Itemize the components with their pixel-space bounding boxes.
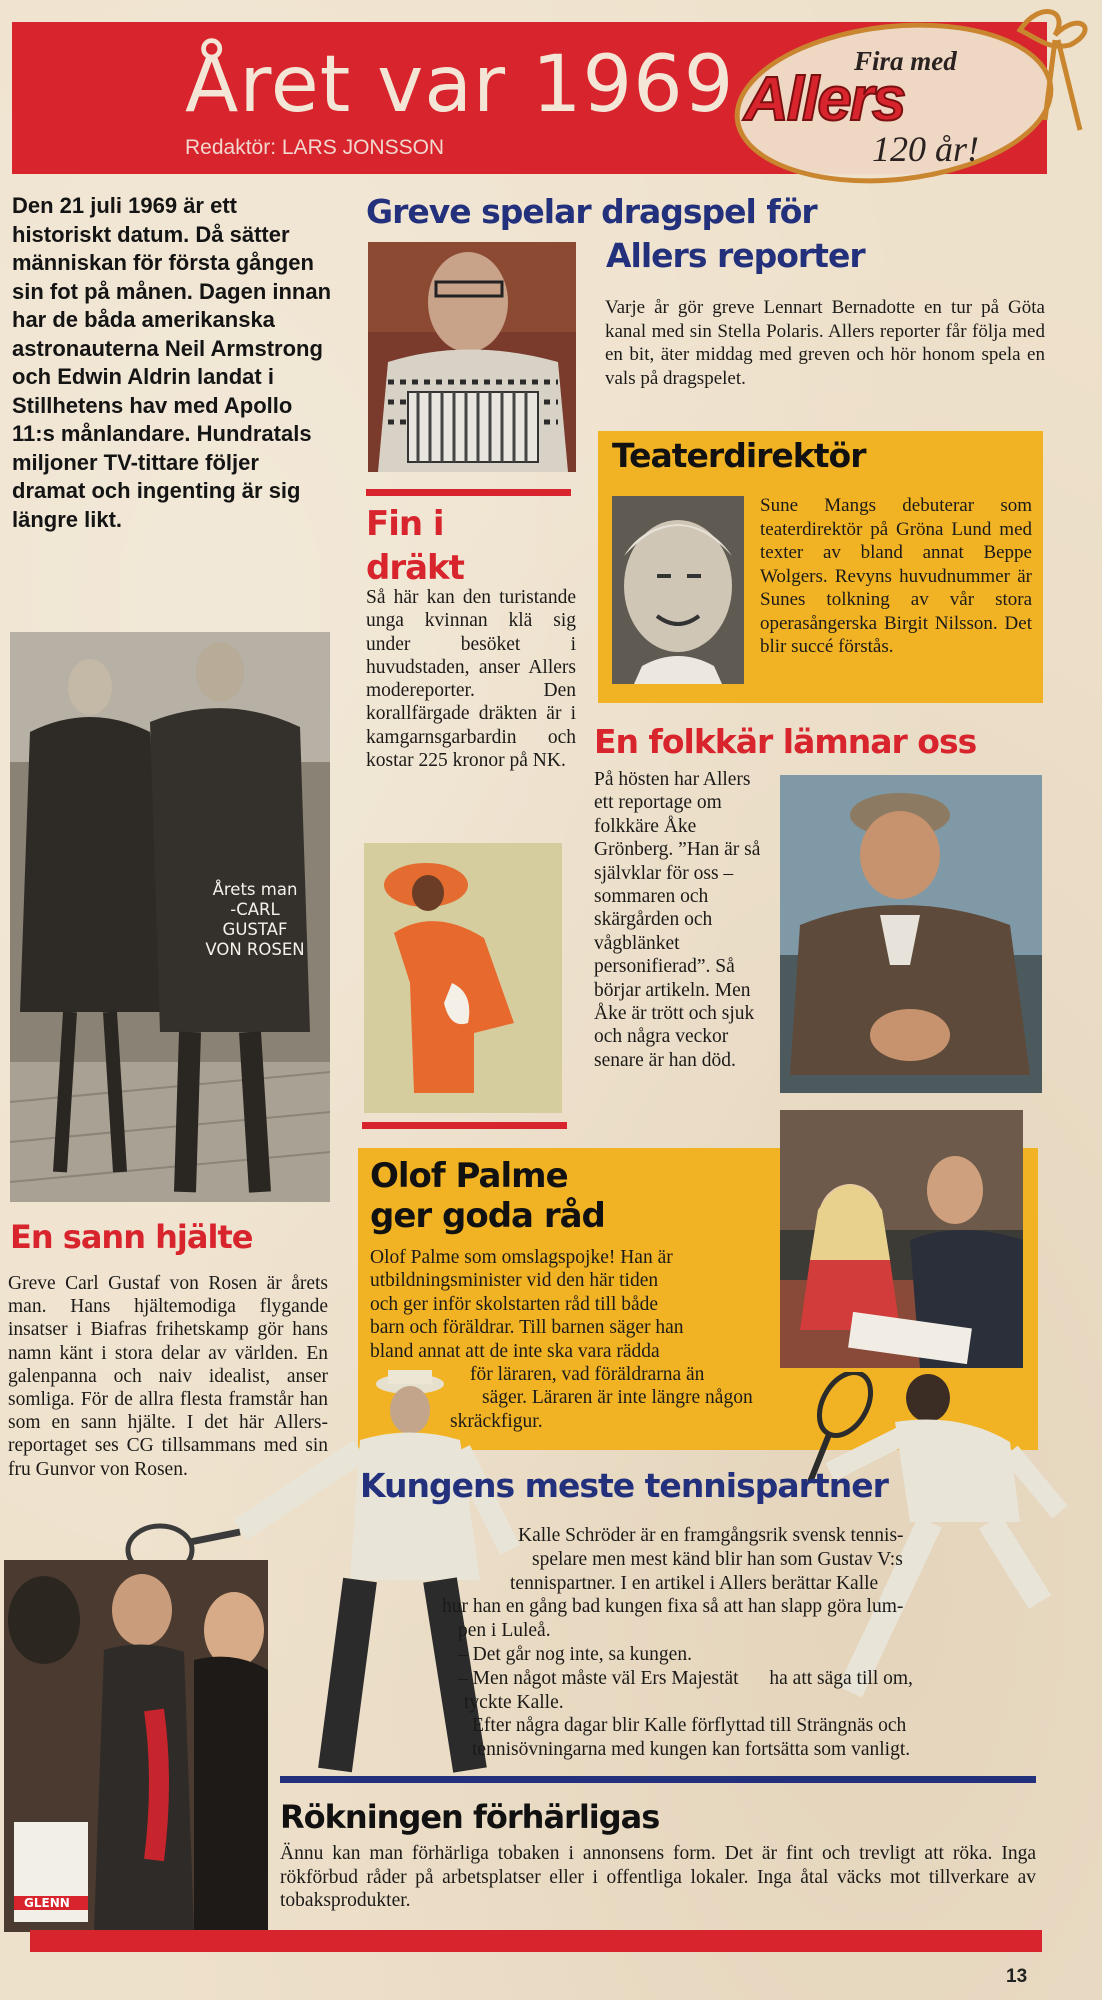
tennis-line5: pen i Luleå.	[458, 1620, 551, 1642]
palme-text-line6: för läraren, vad föräldrarna än	[470, 1364, 705, 1386]
fin-rule-bottom	[362, 1122, 567, 1129]
ake-gronberg-photo	[780, 775, 1042, 1093]
tennis-line6: – Det går nog inte, sa kungen.	[458, 1643, 692, 1665]
greve-accordion-photo	[368, 242, 576, 472]
fin-headline-line1: Fin i	[366, 504, 444, 544]
page-title: Året var 1969	[185, 40, 735, 130]
rosen-caption-line3: VON ROSEN	[205, 940, 305, 959]
hjalte-text: Greve Carl Gustaf von Rosen är årets man. Hans hjältemodiga flygande insatser i Biafras frihetskamp gör hans namn känt i stora delar av världen. En galenpanna och naiv idealist, anser somliga. För de allra flesta framstår han som en sann hjälte. I det här Allers-reportaget ses CG tillsammans med sin fru Gunvor von Rosen.	[8, 1273, 328, 1480]
palme-text-line4: barn och föräldrar. Till barnen säger han	[370, 1317, 684, 1339]
bottom-rule	[30, 1930, 1042, 1952]
tennis-text	[360, 1524, 1050, 1762]
palme-photo-front	[780, 1110, 1023, 1368]
rosen-caption-line2: -CARL GUSTAF	[222, 900, 288, 939]
teater-headline: Teaterdirektör	[612, 436, 866, 475]
tennis-line4: hur han en gång bad kungen fixa så att han slapp göra lum-	[442, 1596, 904, 1618]
folkkar-headline: En folkkär lämnar oss	[594, 722, 977, 761]
tennis-line10: tennisövningarna med kungen kan fortsätta som vanligt.	[472, 1739, 911, 1761]
logo-line1: Fira med	[854, 46, 957, 76]
greve-headline-line1: Greve spelar dragspel för	[366, 192, 817, 231]
palme-text-line3: och ger inför skolstarten råd till både	[370, 1293, 659, 1315]
tennis-line2: spelare men mest känd blir han som Gustav V:s	[532, 1548, 903, 1570]
tennis-line9: Efter några dagar blir Kalle förflyttad till Strängnäs och	[472, 1715, 907, 1737]
rosen-caption-line1: Årets man	[212, 880, 298, 899]
palme-headline-line2: ger goda råd	[370, 1196, 605, 1236]
tennis-line7	[360, 1667, 1050, 1691]
rokning-headline: Rökningen förhärligas	[280, 1798, 660, 1836]
palme-text-line7: säger. Läraren är inte längre någon	[482, 1387, 753, 1409]
editor-credit: Redaktör: LARS JONSSON	[185, 136, 445, 159]
ribbon-bow-icon	[1010, 0, 1100, 140]
palme-text-line2: utbildningsminister vid den här tiden	[370, 1270, 659, 1292]
tennis-line1: Kalle Schröder är en framgångsrik svensk tennis-	[518, 1525, 904, 1546]
greve-headline-line2: Allers reporter	[606, 236, 865, 275]
palme-text-line1: Olof Palme som omslagspojke! Han är	[370, 1247, 673, 1268]
tennis-line7a: – Men något måste väl Ers Majestät	[458, 1667, 739, 1689]
palme-text-line8: skräckfigur.	[450, 1410, 543, 1432]
palme-text-line5: bland annat att de inte ska vara rädda	[370, 1340, 660, 1362]
fin-rule-top	[366, 489, 571, 496]
tennis-line8: tyckte Kalle.	[464, 1691, 564, 1713]
intro-text: Den 21 juli 1969 är ett historiskt datum. Då sätter människan för första gången sin fot på månen. Dagen innan har de båda amerikanska astronauterna Neil Armstrong och Edwin Aldrin landat i Stillhetens hav med Apollo 11:s månlandare. Hundratals miljoner TV-tittare följer dramat och ingenting är sig längre likt.	[12, 193, 332, 532]
tennis-headline: Kungens meste tennispartner	[360, 1466, 888, 1505]
fin-headline-line2: dräkt	[366, 548, 464, 588]
coral-suit-photo	[364, 843, 562, 1113]
folkkar-text: På hösten har Allers ett reportage om folkkäre Åke Grönberg. ”Han är så självklar för oss – sommaren och skärgården och vågblänket personifierad”. Så börjar artikeln. Men Åke är trött och sjuk och några veckor senare är han död.	[594, 769, 761, 1071]
rokning-text: Ännu kan man förhärliga tobaken i annonsens form. Det är fint och trevligt att röka. Inga rökförbud råder på arbetsplatser eller i offentliga lokaler. Inga åtal väcks mot tillverkare av tobaksprodukter.	[280, 1843, 1036, 1911]
cigarette-pack-label: GLENN	[24, 1896, 70, 1910]
hjalte-headline: En sann hjälte	[10, 1218, 253, 1256]
palme-headline-line1: Olof Palme	[370, 1156, 568, 1196]
page-number: 13	[1006, 1966, 1028, 1987]
rosen-caption	[200, 880, 310, 960]
logo-brand: Allers	[744, 65, 905, 134]
fin-text: Så här kan den turistande unga kvinnan klä sig under besöket i huvudstaden, anser Allers modereporter. Den korallfärgade dräkten är i kamgarnsgarbardin och kostar 225 kronor på NK.	[366, 587, 576, 772]
greve-text: Varje år gör greve Lennart Bernadotte en tur på Göta kanal med sin Stella Polaris. Allers reporter får följa med en bit, äter middag med greven och hör honom spela en vals på dragspelet.	[605, 297, 1045, 389]
rokning-rule-top	[280, 1776, 1036, 1783]
teater-text: Sune Mangs debuterar som teaterdirektör på Gröna Lund med texter av bland annat Beppe Wolgers. Revyns huvudnummer är Sunes tolkning av vår stora operasångerska Birgit Nilsson. Det blir succé förstås.	[760, 495, 1032, 657]
tennis-line3: tennispartner. I en artikel i Allers berättar Kalle	[510, 1572, 879, 1594]
allers-anniversary-logo	[724, 6, 1054, 186]
logo-line2: 120 år!	[872, 129, 979, 169]
sune-mangs-photo	[612, 496, 744, 684]
tennis-line7b: ha att säga till om,	[769, 1667, 913, 1689]
cigarette-advert-photo	[4, 1560, 268, 1932]
